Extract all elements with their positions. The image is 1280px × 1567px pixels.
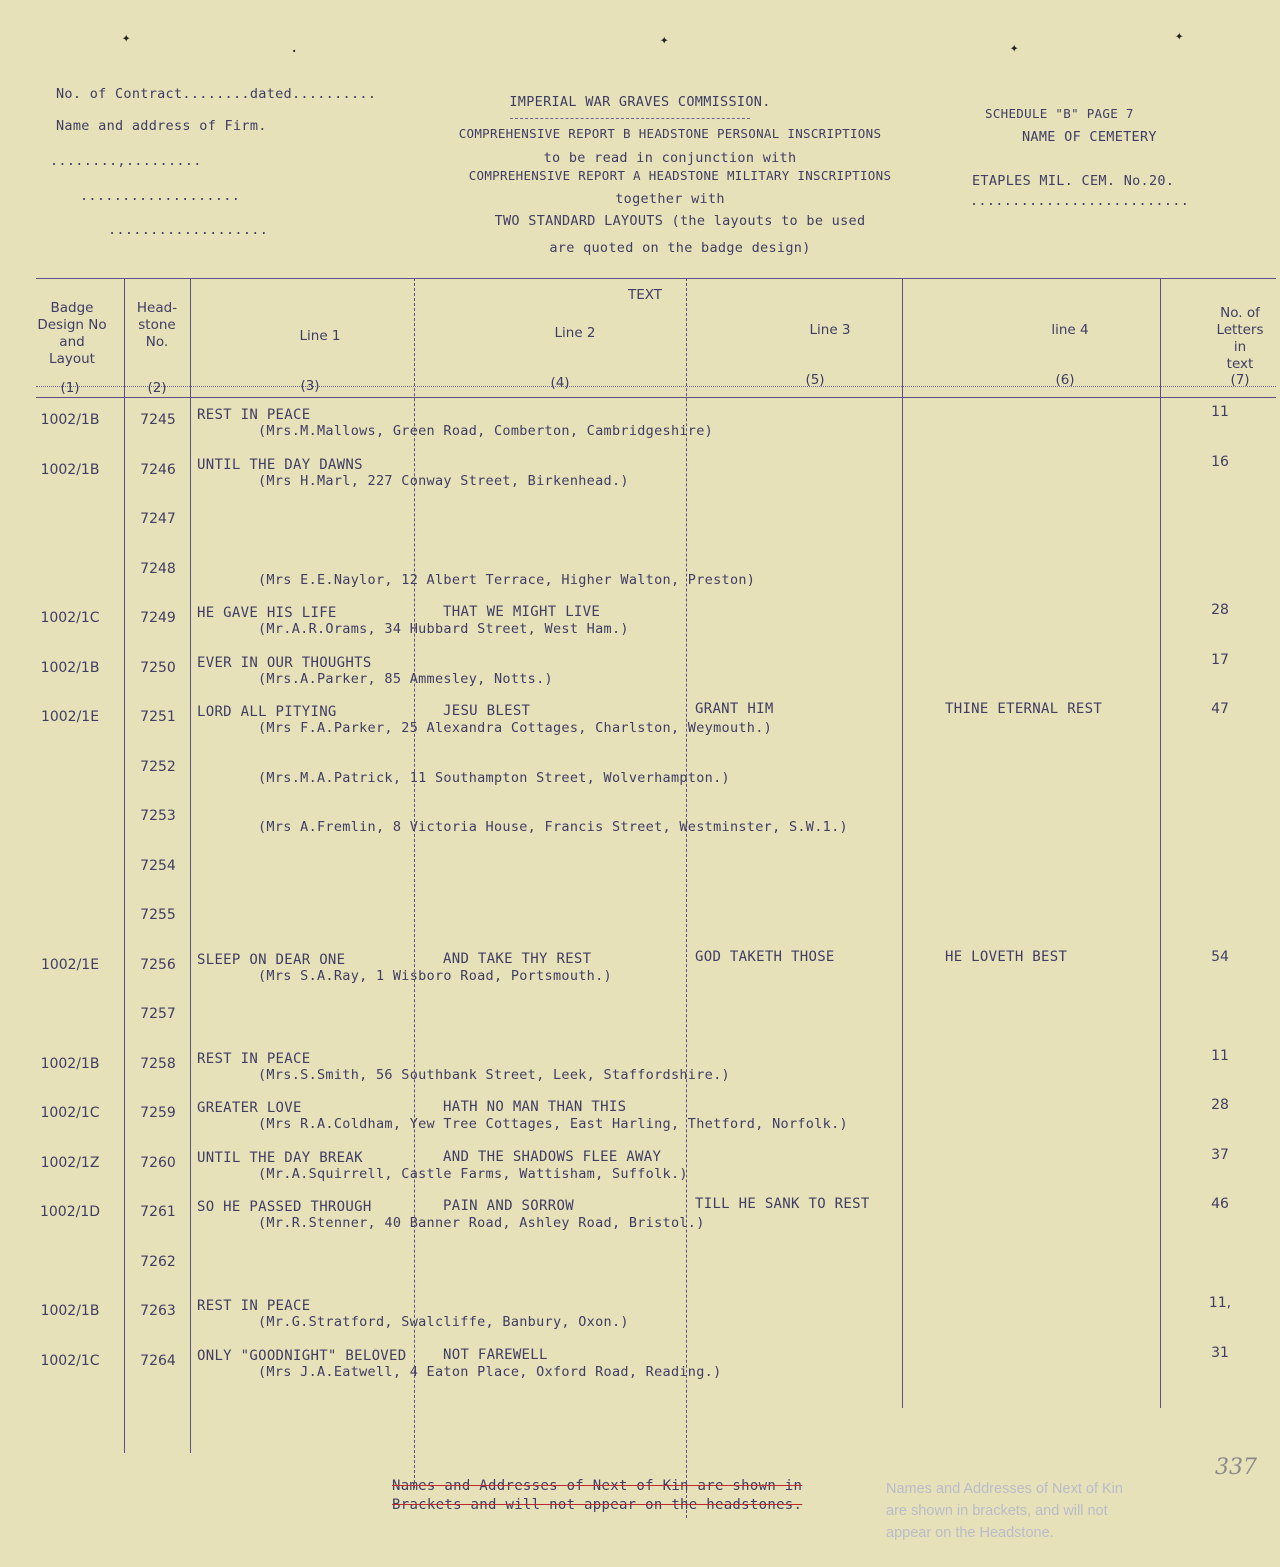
together-text: together with	[615, 191, 725, 207]
col-number-3: (3)	[300, 378, 320, 394]
letter-count-cell: 11	[1211, 1048, 1229, 1064]
col-divider-3	[414, 278, 415, 1488]
letter-count-cell: 54	[1211, 949, 1229, 965]
layouts-text: TWO STANDARD LAYOUTS (the layouts to be used	[494, 213, 866, 229]
header-badge-design: Badge Design No and Layout	[37, 300, 107, 367]
badge-design-cell: 1002/1E	[40, 957, 100, 973]
col-number-1: (1)	[60, 380, 80, 396]
col-divider-1	[124, 278, 125, 1453]
col-number-4: (4)	[550, 375, 570, 391]
pin-mark-icon: ·	[290, 44, 299, 60]
col-number-6: (6)	[1055, 372, 1075, 388]
firm-dots-1: ........,.........	[50, 153, 202, 169]
col-divider-4	[686, 278, 687, 1518]
next-of-kin-address: (Mrs H.Marl, 227 Conway Street, Birkenhead.)	[258, 473, 629, 489]
header-line-1: Line 1	[299, 328, 341, 344]
cemetery-dots: ..........................	[970, 193, 1190, 209]
inscription-line-1: REST IN PEACE	[197, 407, 311, 423]
header-letter-count: No. of Letters in text	[1216, 305, 1264, 372]
col-divider-5	[902, 278, 903, 1408]
report-b-title: COMPREHENSIVE REPORT B HEADSTONE PERSONAL INSCRIPTIONS	[458, 126, 882, 141]
table-top-rule	[36, 278, 1276, 279]
headstone-number-cell: 7262	[140, 1254, 176, 1270]
inscription-line-1: REST IN PEACE	[197, 1298, 311, 1314]
firm-label: Name and address of Firm.	[56, 118, 267, 134]
letter-count-cell: 46	[1211, 1196, 1229, 1212]
letter-count-cell: 28	[1211, 602, 1229, 618]
inscription-line-1: SLEEP ON DEAR ONE	[197, 952, 346, 968]
next-of-kin-address: (Mrs.A.Parker, 85 Ammesley, Notts.)	[258, 671, 553, 687]
inscription-line-1: GREATER LOVE	[197, 1100, 302, 1116]
inscription-line-3: GOD TAKETH THOSE	[695, 949, 835, 965]
headstone-number-cell: 7245	[140, 412, 176, 428]
headstone-number-cell: 7246	[140, 462, 176, 478]
next-of-kin-address: (Mr.R.Stenner, 40 Banner Road, Ashley Road, Bristol.)	[258, 1215, 705, 1231]
headstone-number-cell: 7256	[140, 957, 176, 973]
footer-note-2-text: Brackets and will not appear on the headstones.	[392, 1497, 803, 1513]
inscription-line-1: EVER IN OUR THOUGHTS	[197, 655, 372, 671]
schedule-label: SCHEDULE "B" PAGE 7	[985, 106, 1134, 121]
next-of-kin-address: (Mr.A.R.Orams, 34 Hubbard Street, West Ham.)	[258, 621, 629, 637]
inscription-line-2: PAIN AND SORROW	[443, 1198, 574, 1214]
headstone-number-cell: 7254	[140, 858, 176, 874]
headstone-number-cell: 7257	[140, 1006, 176, 1022]
headstone-number-cell: 7251	[140, 709, 176, 725]
stamp-line-2: are shown in brackets, and will not	[886, 1503, 1108, 1519]
badge-design-cell: 1002/1B	[40, 1303, 100, 1319]
letter-count-cell: 47	[1211, 701, 1229, 717]
badge-design-cell: 1002/1E	[40, 709, 100, 725]
col-number-5: (5)	[805, 372, 825, 388]
inscription-line-1: REST IN PEACE	[197, 1051, 311, 1067]
badge-design-cell: 1002/1Z	[40, 1155, 100, 1171]
headstone-number-cell: 7259	[140, 1105, 176, 1121]
pin-mark-icon: ✦	[122, 30, 131, 46]
next-of-kin-address: (Mrs R.A.Coldham, Yew Tree Cottages, East Harling, Thetford, Norfolk.)	[258, 1116, 848, 1132]
next-of-kin-address: (Mrs J.A.Eatwell, 4 Eaton Place, Oxford Road, Reading.)	[258, 1364, 722, 1380]
footer-note-line-1	[392, 1478, 802, 1494]
badge-design-cell: 1002/1C	[40, 1353, 100, 1369]
col-number-7: (7)	[1230, 372, 1250, 388]
badge-design-cell: 1002/1D	[39, 1204, 101, 1220]
headstone-number-cell: 7264	[140, 1353, 176, 1369]
inscription-line-1: ONLY "GOODNIGHT" BELOVED	[197, 1348, 407, 1364]
letter-count-cell: 16	[1211, 454, 1229, 470]
inscription-line-1: UNTIL THE DAY DAWNS	[197, 457, 363, 473]
badge-design-cell: 1002/1B	[40, 660, 100, 676]
next-of-kin-address: (Mrs S.A.Ray, 1 Wisboro Road, Portsmouth.)	[258, 968, 612, 984]
headstone-number-cell: 7252	[140, 759, 176, 775]
col-divider-2	[190, 278, 191, 1453]
header-headstone-no: Head- stone No.	[136, 300, 178, 350]
pin-mark-icon: ✦	[660, 32, 669, 48]
inscription-line-3: GRANT HIM	[695, 701, 774, 717]
next-of-kin-address: (Mrs.M.A.Patrick, 11 Southampton Street, Wolverhampton.)	[258, 770, 730, 786]
org-title: IMPERIAL WAR GRAVES COMMISSION.	[509, 94, 771, 110]
headstone-number-cell: 7250	[140, 660, 176, 676]
headstone-number-cell: 7255	[140, 907, 176, 923]
letter-count-cell: 31	[1211, 1345, 1229, 1361]
pin-mark-icon: ✦	[1010, 40, 1019, 56]
header-line-3: Line 3	[809, 322, 851, 338]
next-of-kin-address: (Mr.G.Stratford, Swalcliffe, Banbury, Oxon.)	[258, 1314, 629, 1330]
stamp-line-3: appear on the Headstone.	[886, 1525, 1054, 1541]
inscription-line-2: HATH NO MAN THAN THIS	[443, 1099, 627, 1115]
firm-dots-2: ...................	[80, 188, 241, 204]
letter-count-cell: 11,	[1208, 1295, 1232, 1311]
footer-note-line-2	[392, 1497, 802, 1513]
title-underline	[510, 118, 750, 119]
headstone-number-cell: 7253	[140, 808, 176, 824]
inscription-line-2: AND TAKE THY REST	[443, 951, 592, 967]
headstone-number-cell: 7261	[140, 1204, 176, 1220]
inscription-line-1: HE GAVE HIS LIFE	[197, 605, 337, 621]
next-of-kin-address: (Mrs.S.Smith, 56 Southbank Street, Leek, Staffordshire.)	[258, 1067, 730, 1083]
headstone-number-cell: 7249	[140, 610, 176, 626]
headstone-number-cell: 7263	[140, 1303, 176, 1319]
cemetery-label: NAME OF CEMETERY	[1022, 129, 1157, 145]
contract-line: No. of Contract........dated..........	[56, 86, 377, 102]
quoted-text: are quoted on the badge design)	[549, 240, 811, 256]
inscription-line-1: UNTIL THE DAY BREAK	[197, 1150, 363, 1166]
header-text: TEXT	[627, 287, 663, 303]
inscription-line-2: NOT FAREWELL	[443, 1347, 548, 1363]
inscription-line-1: LORD ALL PITYING	[197, 704, 337, 720]
headstone-number-cell: 7247	[140, 511, 176, 527]
header-line-4: line 4	[1051, 322, 1089, 338]
col-number-2: (2)	[147, 380, 167, 396]
inscription-line-3: TILL HE SANK TO REST	[695, 1196, 870, 1212]
inscription-line-2: THAT WE MIGHT LIVE	[443, 604, 601, 620]
next-of-kin-address: (Mrs A.Fremlin, 8 Victoria House, Francis Street, Westminster, S.W.1.)	[258, 819, 848, 835]
header-line-2: Line 2	[554, 325, 596, 341]
pencil-page-number: 337	[1215, 1455, 1257, 1480]
letter-count-cell: 11	[1211, 404, 1229, 420]
firm-dots-3: ...................	[108, 222, 269, 238]
headstone-number-cell: 7260	[140, 1155, 176, 1171]
letter-count-cell: 28	[1211, 1097, 1229, 1113]
conjunction-text: to be read in conjunction with	[543, 150, 797, 166]
inscription-line-4: THINE ETERNAL REST	[945, 701, 1103, 717]
footer-note-1-text: Names and Addresses of Next of Kin are shown in	[392, 1478, 803, 1494]
headstone-number-cell: 7248	[140, 561, 176, 577]
next-of-kin-address: (Mrs.M.Mallows, Green Road, Comberton, Cambridgeshire)	[258, 423, 714, 439]
pin-mark-icon: ✦	[1175, 28, 1184, 44]
badge-design-cell: 1002/1B	[40, 1056, 100, 1072]
inscription-line-1: SO HE PASSED THROUGH	[197, 1199, 372, 1215]
inscription-line-2: JESU BLEST	[443, 703, 531, 719]
report-a-title: COMPREHENSIVE REPORT A HEADSTONE MILITARY INSCRIPTIONS	[468, 168, 892, 183]
inscription-line-4: HE LOVETH BEST	[945, 949, 1068, 965]
badge-design-cell: 1002/1B	[40, 462, 100, 478]
next-of-kin-address: (Mr.A.Squirrell, Castle Farms, Wattisham, Suffolk.)	[258, 1166, 688, 1182]
letter-count-cell: 37	[1211, 1147, 1229, 1163]
badge-design-cell: 1002/1C	[40, 1105, 100, 1121]
headstone-number-cell: 7258	[140, 1056, 176, 1072]
col-divider-6	[1160, 278, 1161, 1408]
badge-design-cell: 1002/1C	[40, 610, 100, 626]
next-of-kin-address: (Mrs E.E.Naylor, 12 Albert Terrace, Higher Walton, Preston)	[258, 572, 756, 588]
letter-count-cell: 17	[1211, 652, 1229, 668]
cemetery-name: ETAPLES MIL. CEM. No.20.	[972, 173, 1175, 189]
next-of-kin-address: (Mrs F.A.Parker, 25 Alexandra Cottages, Charlston, Weymouth.)	[258, 720, 773, 736]
badge-design-cell: 1002/1B	[40, 412, 100, 428]
header-bottom-rule	[36, 397, 1276, 398]
stamp-line-1: Names and Addresses of Next of Kin	[886, 1481, 1123, 1497]
inscription-line-2: AND THE SHADOWS FLEE AWAY	[443, 1149, 662, 1165]
